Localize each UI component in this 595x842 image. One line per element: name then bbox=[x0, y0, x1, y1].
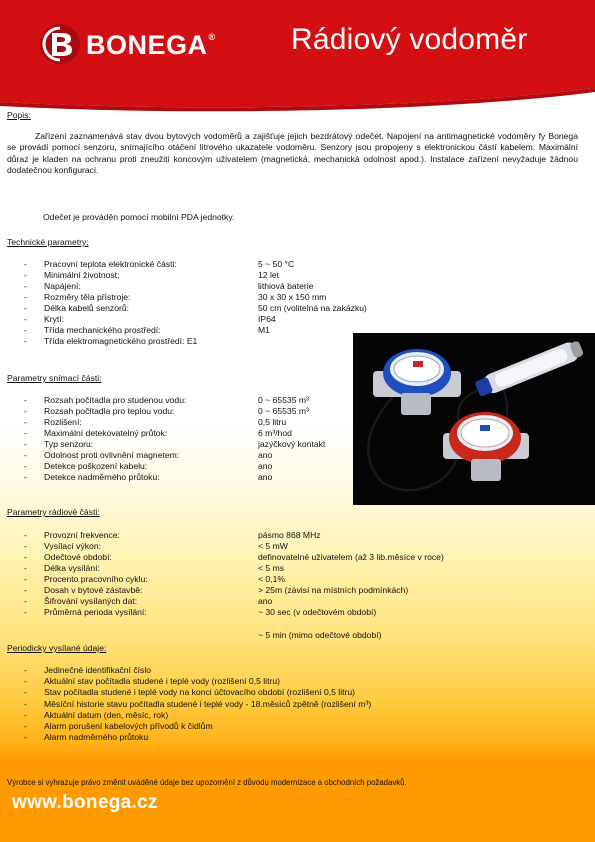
bullet-dash: - bbox=[24, 698, 27, 709]
technical-param-label: Rozměry těla přístroje: bbox=[44, 292, 131, 302]
radio-param-label: Provozní frekvence: bbox=[44, 530, 120, 540]
bullet-dash: - bbox=[24, 281, 27, 291]
bullet-dash: - bbox=[24, 270, 27, 280]
sensing-param-label: Typ senzoru: bbox=[44, 439, 94, 449]
bullet-dash: - bbox=[24, 395, 27, 405]
periodic-item-label: Alarm nadměrného průtoku bbox=[44, 732, 149, 743]
sensing-param-value: ano bbox=[258, 450, 273, 460]
radio-param-value: < 0,1% bbox=[258, 574, 285, 584]
sensing-param-value: ano bbox=[258, 472, 273, 482]
bullet-dash: - bbox=[24, 665, 27, 675]
radio-param-value: pásmo 868 MHz bbox=[258, 530, 321, 540]
technical-param-value: 5 ~ 50 °C bbox=[258, 259, 295, 269]
sensing-param-value: 0 ~ 65535 m³ bbox=[258, 395, 309, 405]
periodic-item-label: Aktuální datum (den, měsíc, rok) bbox=[44, 709, 169, 720]
radio-extra-value: ~ 5 min (mimo odečtové období) bbox=[258, 630, 382, 640]
brand-logo bbox=[86, 30, 216, 61]
sensing-param-value: 0,5 litru bbox=[258, 417, 287, 427]
radio-heading: Parametry rádiové části: bbox=[7, 507, 100, 517]
bullet-dash: - bbox=[24, 428, 27, 438]
radio-param-label: Odečtové období: bbox=[44, 552, 112, 562]
bullet-dash: - bbox=[24, 721, 27, 731]
radio-param-label: Dosah v bytové zástavbě: bbox=[44, 585, 143, 595]
bullet-dash: - bbox=[24, 530, 27, 540]
technical-param-value: 12 let bbox=[258, 270, 280, 280]
popis-heading: Popis: bbox=[7, 110, 31, 120]
brand-registered-mark: ® bbox=[208, 32, 216, 42]
bullet-dash: - bbox=[24, 461, 27, 471]
bullet-dash: - bbox=[24, 676, 27, 687]
sensing-param-label: Rozlišení: bbox=[44, 417, 82, 427]
radio-param-label: Procento pracovního cyklu: bbox=[44, 574, 148, 584]
bullet-dash: - bbox=[24, 552, 27, 562]
bullet-dash: - bbox=[24, 563, 27, 573]
periodic-item-label: Aktuální stav počítadla studené i teplé vody (rozlišení 0,5 litru) bbox=[44, 676, 280, 687]
periodic-item-label: Alarm porušení kabelových přívodů k čidlům bbox=[44, 721, 213, 731]
technical-param-value: 50 cm (volitelná na zakázku) bbox=[258, 303, 367, 313]
sensing-heading: Parametry snímací části: bbox=[7, 373, 102, 383]
radio-param-label: Vysílací výkon: bbox=[44, 541, 101, 551]
technical-param-label: Minimální životnost: bbox=[44, 270, 120, 280]
technical-param-label: Pracovní teplota elektronické části: bbox=[44, 259, 177, 269]
technical-param-label: Třída mechanického prostředí: bbox=[44, 325, 161, 335]
radio-param-value: ano bbox=[258, 596, 273, 606]
sensing-param-label: Rozsah počítadla pro teplou vodu: bbox=[44, 406, 175, 416]
radio-param-value: < 5 ms bbox=[258, 563, 285, 573]
bullet-dash: - bbox=[24, 732, 27, 743]
technical-param-label: Třída elektromagnetického prostředí: E1 bbox=[44, 336, 198, 346]
radio-param-value: ~ 30 sec (v odečtovém období) bbox=[258, 607, 377, 617]
periodic-item-label: Měsíční historie stavu počítadla studené i teplé vody - 18.měsíců zpětně (rozlišení m³) bbox=[44, 698, 372, 709]
bullet-dash: - bbox=[24, 450, 27, 460]
sensing-param-value: 0 ~ 65535 m³ bbox=[258, 406, 309, 416]
bullet-dash: - bbox=[24, 336, 27, 346]
sensing-param-value: ano bbox=[258, 461, 273, 471]
technical-param-value: M1 bbox=[258, 325, 270, 335]
radio-param-label: Průměrná perioda vysílání: bbox=[44, 607, 147, 617]
periodic-item-label: Jedinečné identifikační číslo bbox=[44, 665, 152, 675]
technical-param-value: lithiová baterie bbox=[258, 281, 314, 291]
bullet-dash: - bbox=[24, 292, 27, 302]
periodic-heading: Periodicky vysílané údaje: bbox=[7, 643, 107, 653]
website-link[interactable]: www.bonega.cz bbox=[12, 792, 158, 813]
radio-param-value: > 25m (závisí na místních podmínkách) bbox=[258, 585, 409, 595]
bullet-dash: - bbox=[24, 709, 27, 720]
sensing-param-label: Odolnost proti ovlivnění magnetem: bbox=[44, 450, 180, 460]
radio-param-value: < 5 mW bbox=[258, 541, 288, 551]
technical-heading: Technické parametry: bbox=[7, 237, 89, 247]
technical-param-label: Krytí: bbox=[44, 314, 65, 324]
popis-paragraph: Zařízení zaznamenává stav dvou bytových vodoměrů a zajišťuje jejich bezdrátový odečet. Napojení na antimagnetické vodoměry fy Bonega se provádí pomocí senzoru, snímajícího otáčení litrového ukazatele vodoměru. Senzory jsou propojeny s elektronickou částí kabelem. Maximální důraz je kladen na ochranu proti zneužití koncovým uživatelem (magnetická, mechanická odolnost apod.). Instalace zařízení nevyžaduje žádnou dodatečnou konfiguraci. bbox=[7, 131, 578, 176]
bullet-dash: - bbox=[24, 417, 27, 427]
sensing-param-label: Rozsah počítadla pro studenou vodu: bbox=[44, 395, 187, 405]
page-title: Rádiový vodoměr bbox=[291, 23, 528, 56]
bullet-dash: - bbox=[24, 303, 27, 313]
bullet-dash: - bbox=[24, 596, 27, 606]
sensing-param-label: Detekce poškození kabelu: bbox=[44, 461, 148, 471]
periodic-item-label: Stav počítadla studené i teplé vody na konci účtovacího období (rozlišení 0,5 litru) bbox=[44, 687, 355, 698]
brand-name: BONEGA bbox=[86, 30, 208, 60]
bullet-dash: - bbox=[24, 585, 27, 595]
technical-param-label: Napájení: bbox=[44, 281, 81, 291]
bullet-dash: - bbox=[24, 541, 27, 551]
bullet-dash: - bbox=[24, 439, 27, 449]
radio-param-value: definovatelné uživatelem (až 3 lib.měsíce v roce) bbox=[258, 552, 444, 562]
technical-param-label: Délka kabelů senzorů: bbox=[44, 303, 130, 313]
bullet-dash: - bbox=[24, 259, 27, 269]
sensing-param-label: Detekce nadměrného průtoku: bbox=[44, 472, 160, 482]
bullet-dash: - bbox=[24, 687, 27, 698]
bullet-dash: - bbox=[24, 574, 27, 584]
radio-param-label: Délka vysílání: bbox=[44, 563, 100, 573]
bonega-logo-icon bbox=[38, 22, 82, 66]
footer-disclaimer: Výrobce si vyhrazuje právo změnit uváděné údaje bez upozornění z důvodu modernizace a obchodních požadavků. bbox=[7, 778, 407, 787]
radio-param-label: Šifrování vysílaných dat: bbox=[44, 596, 138, 606]
technical-param-value: IP64 bbox=[258, 314, 276, 324]
bullet-dash: - bbox=[24, 406, 27, 416]
bullet-dash: - bbox=[24, 607, 27, 617]
sensing-param-label: Maximální detekovatelný průtok: bbox=[44, 428, 168, 438]
popis-paragraph-2: Odečet je prováděn pomocí mobilní PDA jednotky. bbox=[43, 212, 235, 222]
product-photo bbox=[353, 333, 595, 505]
bullet-dash: - bbox=[24, 314, 27, 324]
sensing-param-value: jazýčkový kontakt bbox=[258, 439, 326, 449]
technical-param-value: 30 x 30 x 150 mm bbox=[258, 292, 327, 302]
bullet-dash: - bbox=[24, 325, 27, 335]
bullet-dash: - bbox=[24, 472, 27, 482]
sensing-param-value: 6 m³/hod bbox=[258, 428, 292, 438]
